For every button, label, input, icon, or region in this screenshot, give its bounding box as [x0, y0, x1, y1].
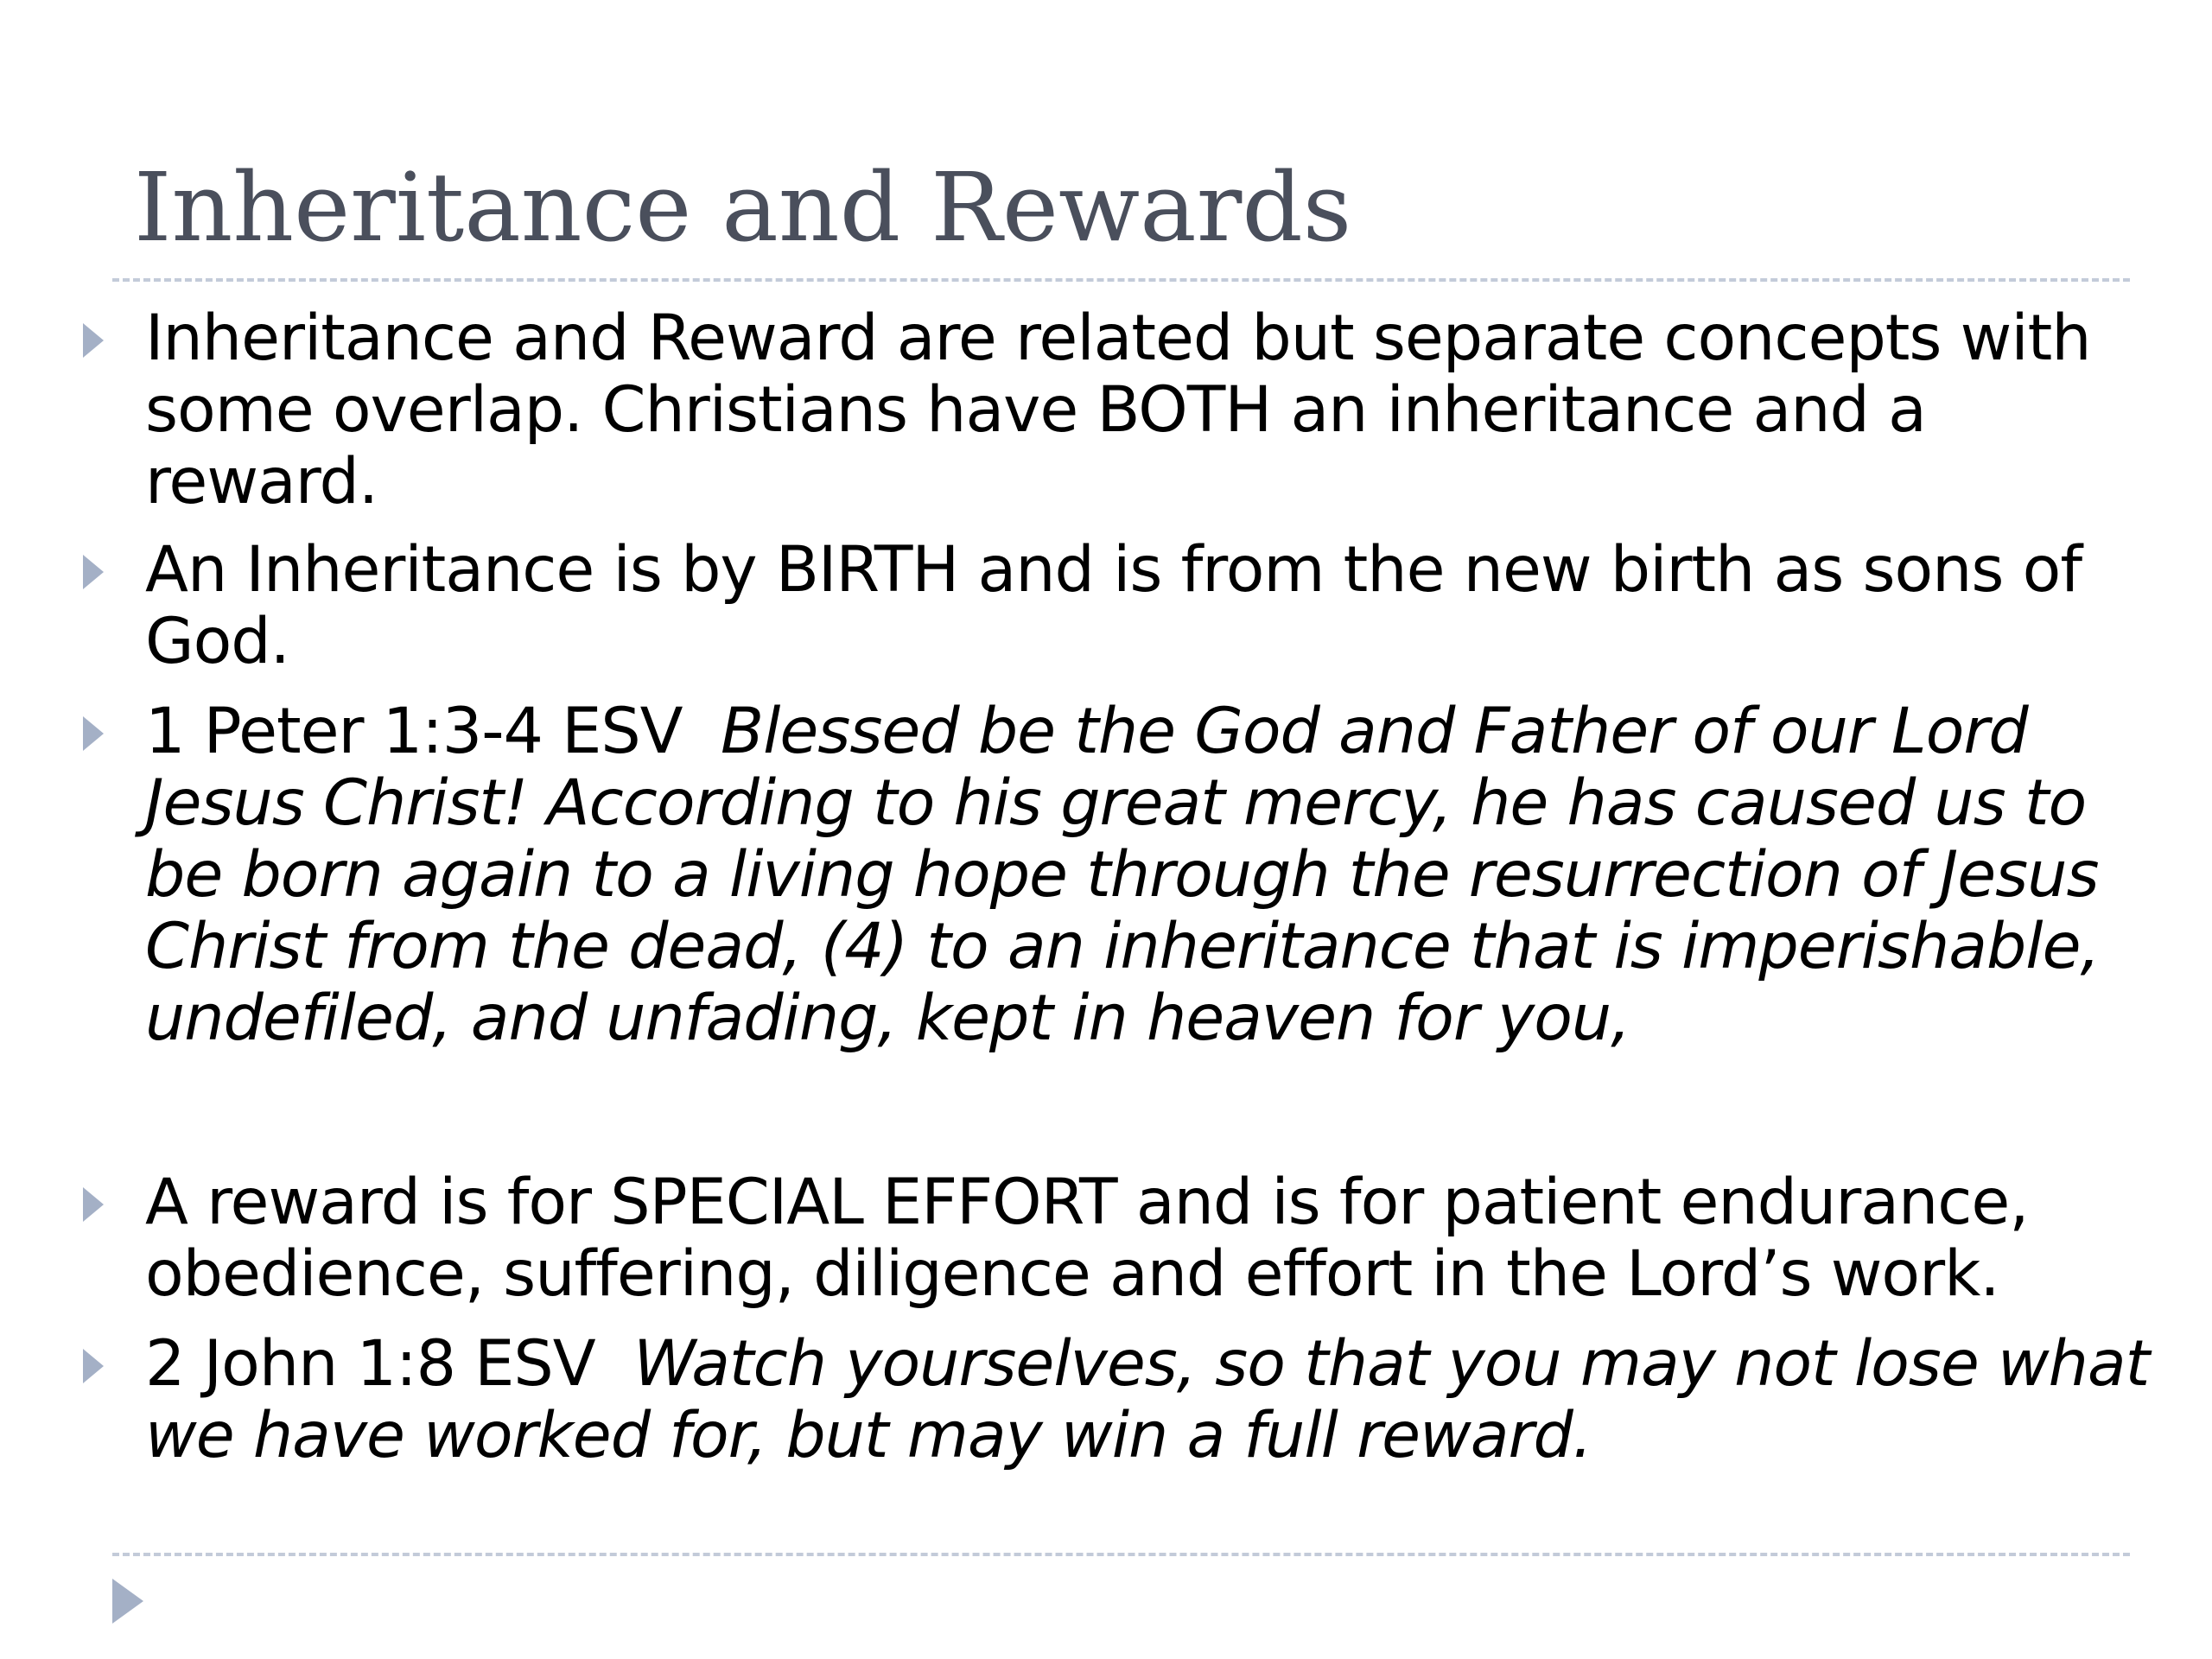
bullet-item — [145, 302, 2158, 518]
bullet-triangle-icon — [83, 1187, 104, 1222]
bullet-triangle-icon — [83, 323, 104, 358]
bullet-text: A reward is for SPECIAL EFFORT and is for patient endurance, obedience, suffering, diligence and effort in the Lord’s work. — [145, 1166, 2029, 1311]
bullet-item-scripture — [145, 696, 2158, 1054]
bullet-triangle-icon — [83, 716, 104, 751]
footer-divider — [112, 1553, 2130, 1556]
bullet-item — [145, 1166, 2158, 1310]
bullet-triangle-icon — [83, 555, 104, 589]
bullet-triangle-icon — [83, 1349, 104, 1383]
bullet-text: Inheritance and Reward are related but separate concepts with some overlap. Christians have BOTH an inheritance and a reward. — [145, 302, 2091, 518]
footer-triangle-icon — [112, 1579, 143, 1624]
scripture-quote: Watch yourselves, so that you may not lose what we have worked for, but may win a full reward. — [145, 1327, 2150, 1472]
slide-title: Inheritance and Rewards — [134, 152, 1352, 263]
scripture-quote: Blessed be the God and Father of our Lord Jesus Christ! According to his great mercy, he has caused us to be born again to a living hope through the resurrection of Jesus Christ from the dead, (4) to an inheritance that is imperishable, undefiled, and unfading, kept in heaven for you, — [145, 695, 2100, 1055]
bullet-item-scripture — [145, 1328, 2158, 1471]
scripture-reference: 1 Peter 1:3-4 ESV — [145, 695, 683, 768]
scripture-reference: 2 John 1:8 ESV — [145, 1327, 595, 1401]
bullet-text: An Inheritance is by BIRTH and is from the new birth as sons of God. — [145, 533, 2082, 678]
bullet-item — [145, 534, 2158, 677]
